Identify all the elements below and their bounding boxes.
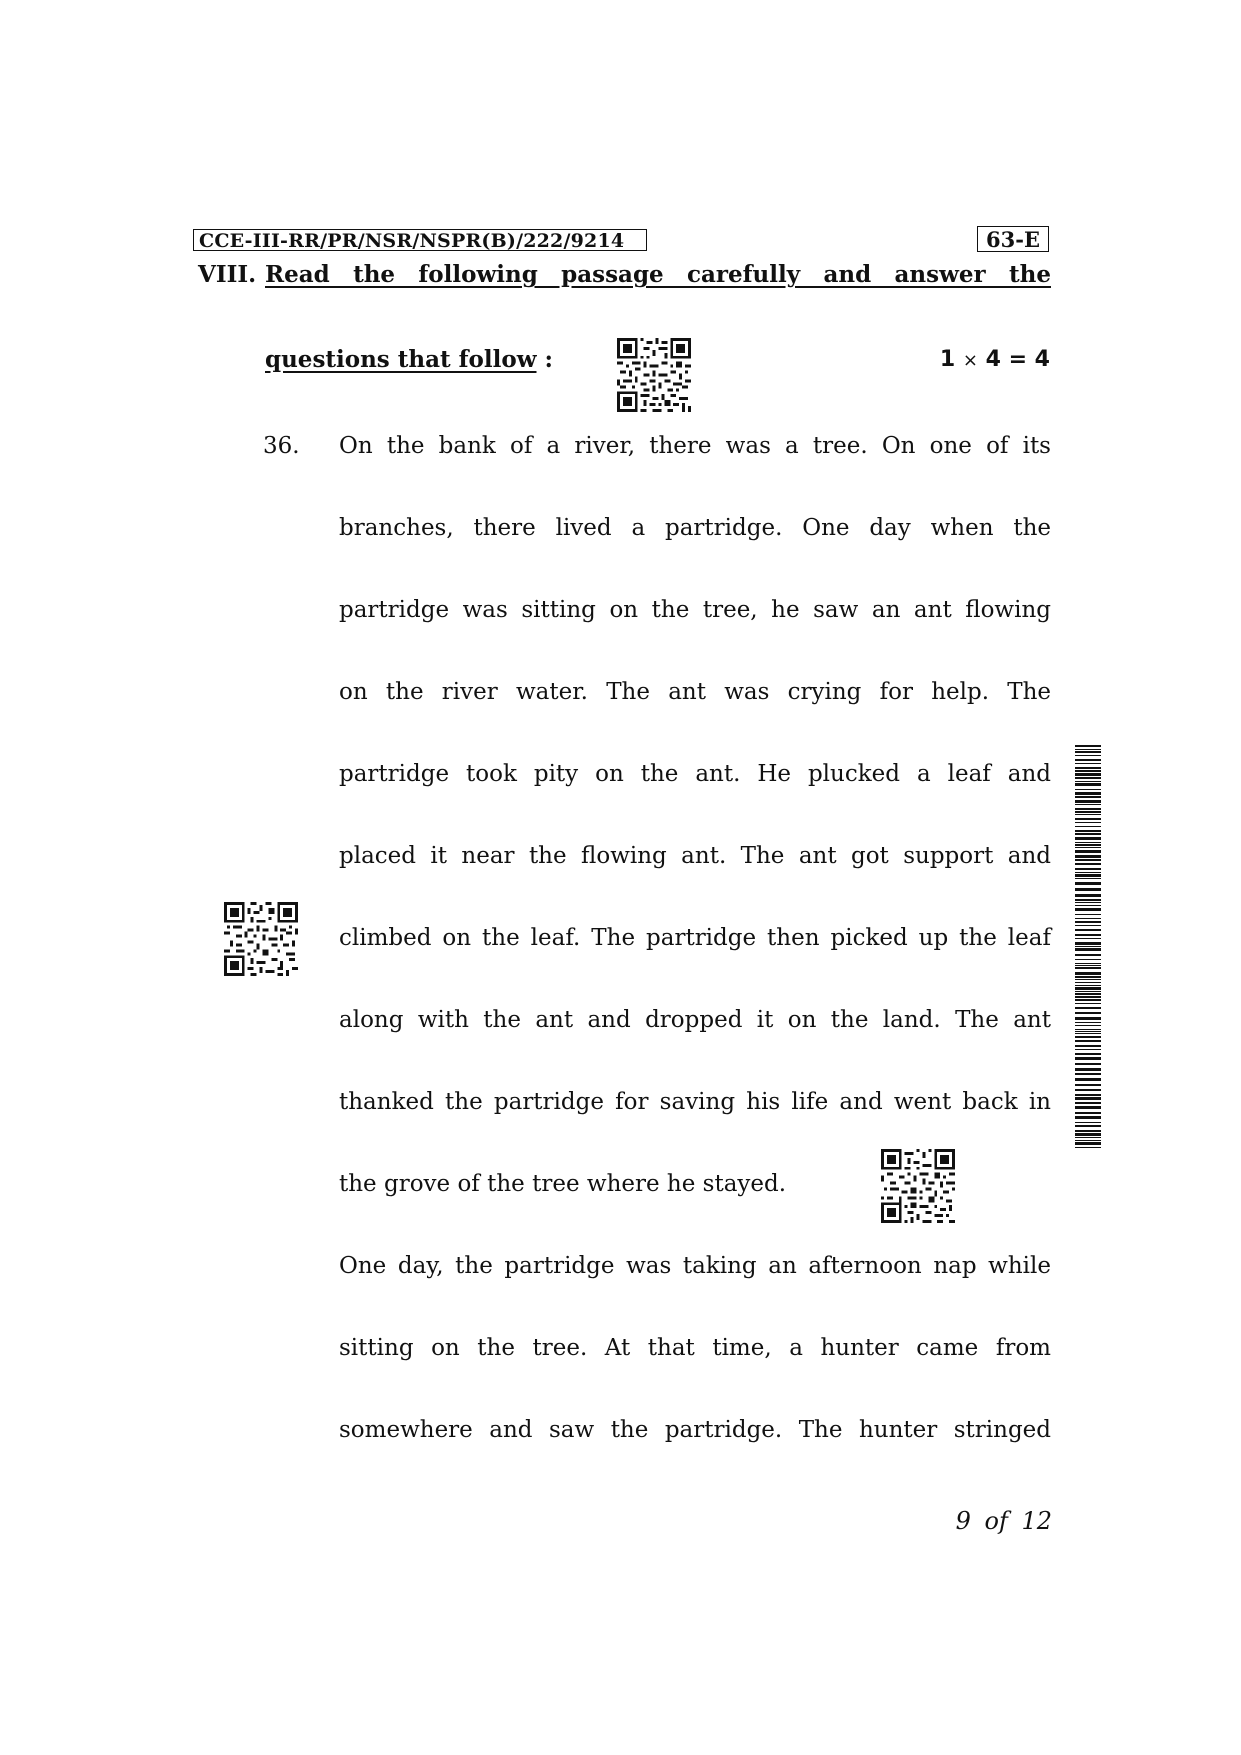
marks-count: 1 (939, 347, 956, 372)
passage-line: partridge was sitting on the tree, he saw an ant flowing (339, 597, 1051, 623)
marks-total: 4 = 4 (985, 347, 1050, 372)
qr-code (617, 338, 691, 412)
passage-line: branches, there lived a partridge. One day when the (339, 515, 1051, 541)
marks-times-sign: × (962, 350, 978, 371)
question-number: 36. (263, 433, 300, 459)
qr-code (224, 902, 298, 976)
passage-line: climbed on the leaf. The partridge then picked up the leaf (339, 925, 1051, 951)
section-instruction-line2 (265, 345, 553, 375)
section-instruction-line1: Read the following passage carefully and answer the (265, 261, 1051, 288)
instruction-colon: : (536, 346, 553, 373)
reading-passage (339, 431, 1051, 1497)
paper-code-box: 63-E (977, 226, 1049, 252)
passage-line: One day, the partridge was taking an afternoon nap while (339, 1253, 1051, 1279)
passage-line: thanked the partridge for saving his life and went back in (339, 1089, 1051, 1115)
page-number: 9 of 12 (955, 1507, 1052, 1535)
passage-line: placed it near the flowing ant. The ant got support and (339, 843, 1051, 869)
barcode-icon (1075, 745, 1101, 1150)
passage-line: the grove of the tree where he stayed. (339, 1171, 787, 1197)
section-number: VIII. (198, 261, 257, 288)
passage-line: on the river water. The ant was crying for help. The (339, 679, 1051, 705)
passage-line: On the bank of a river, there was a tree. On one of its (339, 433, 1051, 459)
marks-allocation (930, 345, 1050, 376)
passage-line: sitting on the tree. At that time, a hunter came from (339, 1335, 1051, 1361)
qr-code (881, 1149, 955, 1223)
passage-line: along with the ant and dropped it on the land. The ant (339, 1007, 1051, 1033)
passage-line: somewhere and saw the partridge. The hunter stringed (339, 1417, 1051, 1443)
passage-line: partridge took pity on the ant. He plucked a leaf and (339, 761, 1051, 787)
instruction-continuation: questions that follow (265, 346, 537, 373)
exam-code-box: CCE-III-RR/PR/NSR/NSPR(B)/222/9214 (193, 229, 647, 251)
